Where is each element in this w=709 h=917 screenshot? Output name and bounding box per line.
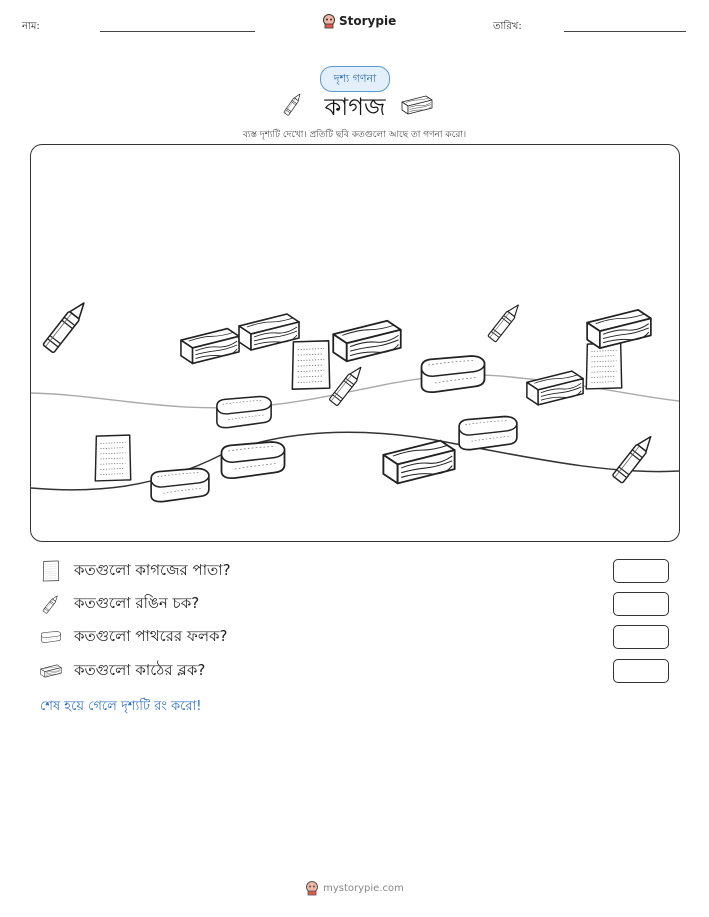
stone-slab-icon xyxy=(40,626,62,648)
paper-sheet xyxy=(586,343,621,389)
scene-count-badge: দৃশ্য গণনা xyxy=(320,66,390,92)
question-row xyxy=(40,559,680,583)
name-label: নাম: xyxy=(22,21,40,32)
wood-block xyxy=(383,441,454,484)
stone-slab xyxy=(222,442,285,478)
wood-block-icon xyxy=(40,660,62,682)
crayon-icon xyxy=(40,593,62,615)
name-line[interactable] xyxy=(100,31,255,32)
date-label: তারিখ: xyxy=(493,21,522,32)
counting-scene xyxy=(30,144,680,542)
question-row xyxy=(40,625,680,649)
page-title: কাগজ xyxy=(324,93,386,121)
wood-block xyxy=(527,371,583,405)
title-crayon-icon xyxy=(283,91,303,117)
question-text: কতগুলো কাঠের ব্লক? xyxy=(74,660,206,679)
paper-sheet xyxy=(95,435,130,481)
instruction-text: ব্যস্ত দৃশ্যটি দেখো। প্রতিটি ছবি কতগুলো আছে তা গণনা করো। xyxy=(242,130,467,140)
brand-logo xyxy=(322,13,396,29)
crayon xyxy=(612,433,655,484)
question-text: কতগুলো কাগজের পাতা? xyxy=(74,560,231,579)
wood-block xyxy=(181,329,239,364)
wood-block xyxy=(333,321,401,362)
date-line[interactable] xyxy=(564,31,686,32)
question-text: কতগুলো পাথরের ফলক? xyxy=(74,626,228,645)
title-wood-block-icon xyxy=(401,94,433,116)
stone-slab xyxy=(151,469,209,502)
answer-box-paper[interactable] xyxy=(613,559,669,583)
storypie-mascot-icon xyxy=(305,880,319,896)
wood-block xyxy=(239,314,299,350)
color-instruction: শেষ হয়ে গেলে দৃশ্যটি রং করো! xyxy=(40,699,202,714)
answer-box-stone[interactable] xyxy=(613,625,669,649)
answer-box-wood[interactable] xyxy=(613,659,669,683)
question-row xyxy=(40,592,680,616)
question-row xyxy=(40,659,680,683)
crayon xyxy=(488,302,522,342)
paper-sheet xyxy=(292,341,329,389)
wood-block xyxy=(587,310,651,348)
question-text: কতগুলো রঙিন চক? xyxy=(74,593,200,612)
answer-box-crayon[interactable] xyxy=(613,592,669,616)
footer-url[interactable]: mystorypie.com xyxy=(323,882,404,894)
crayon xyxy=(43,299,89,353)
brand-name: Storypie xyxy=(339,14,397,28)
paper-sheet-icon xyxy=(40,560,62,582)
crayon xyxy=(329,364,365,406)
stone-slab xyxy=(422,356,485,392)
footer xyxy=(0,880,709,896)
storypie-mascot-icon xyxy=(322,13,336,29)
stone-slab xyxy=(217,397,271,428)
stone-slab xyxy=(459,417,517,450)
